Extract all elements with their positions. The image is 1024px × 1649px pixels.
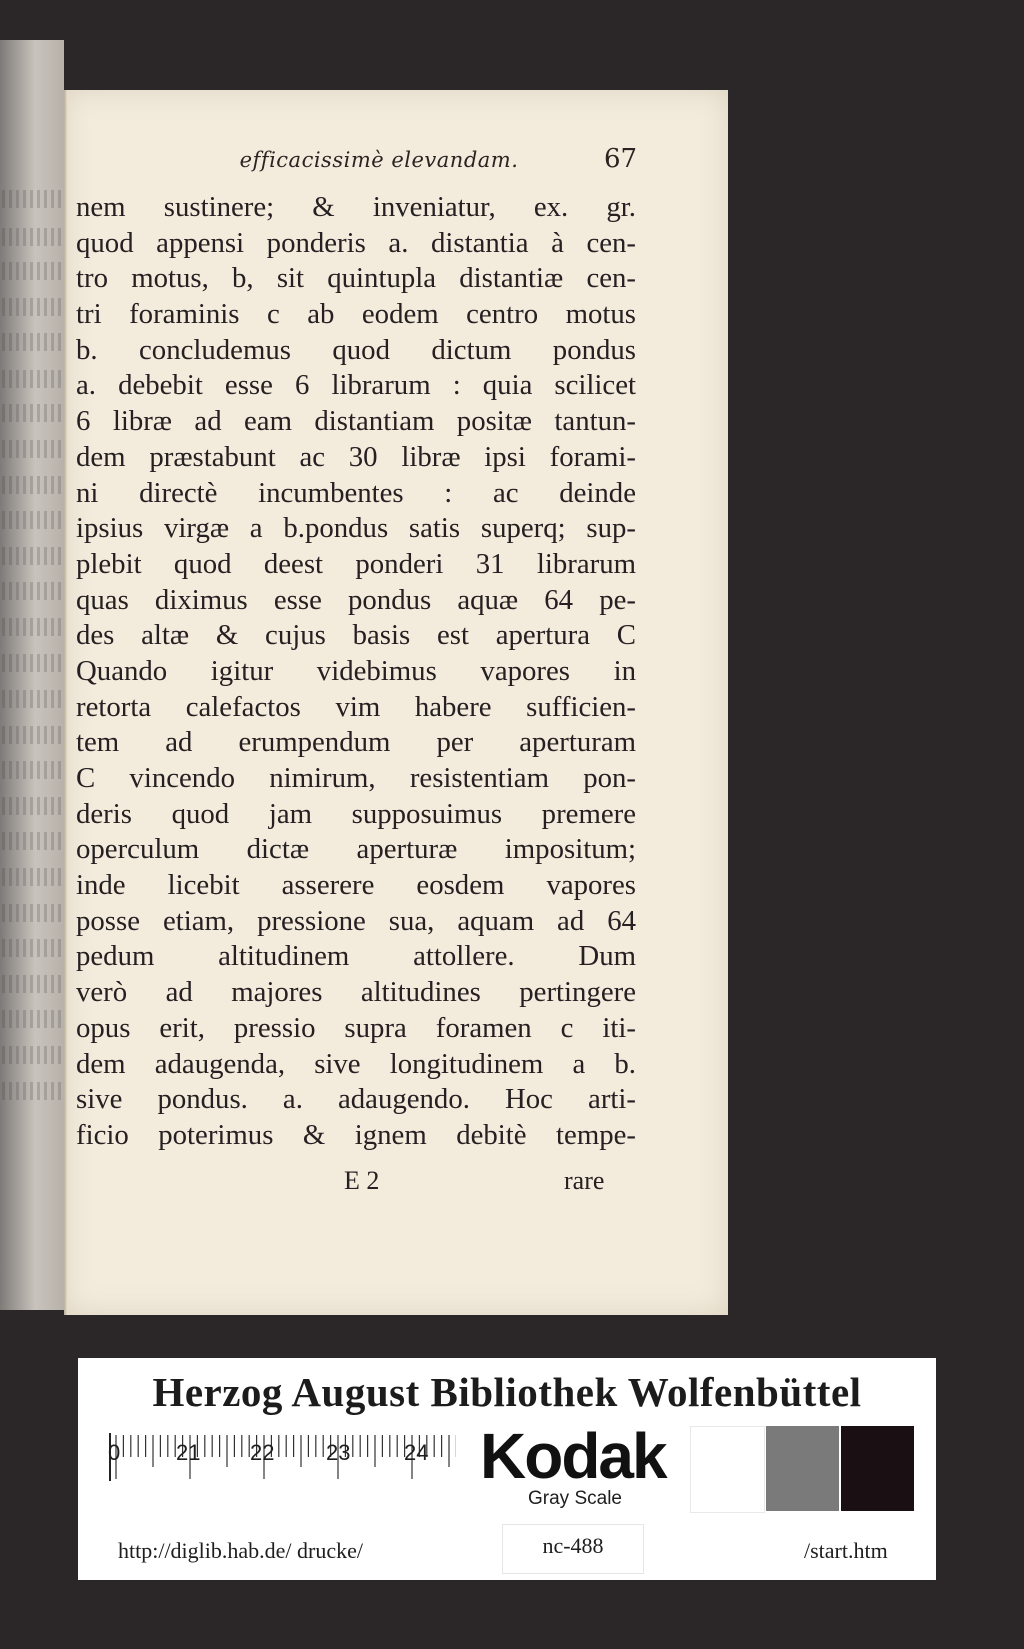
text-line: opus erit, pressio supra foramen c iti-: [76, 1011, 636, 1044]
text-line: deris quod jam supposuimus premere: [76, 797, 636, 830]
text-line: ni directè incumbentes : ac deinde: [76, 476, 636, 509]
bleed-through-mark: [2, 404, 62, 422]
ruler-label: 23: [326, 1440, 351, 1465]
bleed-through-mark: [2, 440, 62, 458]
ruler-label: 22: [250, 1440, 275, 1465]
bleed-through-mark: [2, 1082, 62, 1100]
bleed-through-mark: [2, 582, 62, 600]
page-text: [76, 190, 636, 1154]
text-line: tem ad erumpendum per aperturam: [76, 726, 636, 759]
bleed-through-mark: [2, 618, 62, 636]
text-line: tro motus, b, sit quintupla distantiæ cen-: [76, 262, 636, 295]
text-line: retorta calefactos vim habere sufficien-: [76, 690, 636, 723]
text-line: ipsius virgæ a b.pondus satis superq; sup-: [76, 512, 636, 545]
bleed-through-mark: [2, 370, 62, 388]
text-line: quod appensi ponderis a. distantia à cen-: [76, 226, 636, 259]
text-line: tri foraminis c ab eodem centro motus: [76, 298, 636, 331]
ruler-label: 21: [176, 1440, 201, 1465]
text-line: des altæ & cujus basis est apertura C: [76, 619, 636, 652]
bleed-through-mark: [2, 1046, 62, 1064]
adjacent-page-edge: [0, 40, 64, 1310]
text-line: plebit quod deest ponderi 31 librarum: [76, 547, 636, 580]
bleed-through-mark: [2, 868, 62, 886]
text-line: Quando igitur videbimus vapores in: [76, 654, 636, 687]
text-line: operculum dictæ aperturæ impositum;: [76, 833, 636, 866]
text-line: nem sustinere; & inveniatur, ex. gr.: [76, 191, 636, 223]
bleed-through-mark: [2, 832, 62, 850]
ruler-label: 24: [404, 1440, 429, 1465]
ruler-label: 0: [108, 1440, 121, 1465]
catalog-number: nc-488: [542, 1533, 604, 1558]
running-head: efficacissimè elevandam.: [239, 148, 519, 172]
page-number: 67: [604, 144, 638, 174]
bleed-through-mark: [2, 511, 62, 529]
dark-swatch: [841, 1426, 914, 1511]
bleed-through-mark: [2, 975, 62, 993]
library-name: Herzog August Bibliothek Wolfenbüttel: [152, 1369, 862, 1415]
gray-swatch: [766, 1426, 839, 1511]
bleed-through-mark: [2, 761, 62, 779]
text-line: inde licebit asserere eosdem vapores: [76, 869, 636, 902]
bleed-through-mark: [2, 797, 62, 815]
bleed-through-mark: [2, 547, 62, 565]
bleed-through-mark: [2, 939, 62, 957]
text-line: dem adaugenda, sive longitudinem a b.: [76, 1047, 636, 1080]
text-line: verò ad majores altitudines pertingere: [76, 976, 636, 1009]
url-right: /start.htm: [804, 1538, 888, 1563]
bleed-through-mark: [2, 262, 62, 280]
url-left: http://diglib.hab.de/ drucke/: [118, 1538, 364, 1563]
text-line: dem præstabunt ac 30 libræ ipsi forami-: [76, 440, 636, 473]
bleed-through-mark: [2, 654, 62, 672]
text-line: sive pondus. a. adaugendo. Hoc arti-: [76, 1083, 636, 1116]
text-line: a. debebit esse 6 librarum : quia scilicet: [76, 369, 636, 402]
bleed-through-mark: [2, 298, 62, 316]
text-line: pedum altitudinem attollere. Dum: [76, 940, 636, 973]
bleed-through-mark: [2, 904, 62, 922]
white-swatch: [690, 1426, 765, 1513]
text-line: 6 libræ ad eam distantiam positæ tantun-: [76, 405, 636, 438]
text-line: C vincendo nimirum, resistentiam pon-: [76, 762, 636, 794]
signature-mark: E 2: [344, 1166, 380, 1195]
catchword: rare: [564, 1166, 605, 1195]
book-page: [64, 90, 728, 1315]
bleed-through-mark: [2, 690, 62, 708]
text-line: posse etiam, pressione sua, aquam ad 64: [76, 904, 636, 937]
gutter-shadow: [64, 90, 68, 1315]
text-line: b. concludemus quod dictum pondus: [76, 333, 636, 366]
bleed-through-mark: [2, 333, 62, 351]
text-line: quas diximus esse pondus aquæ 64 pe-: [76, 583, 636, 616]
text-line: ficio poterimus & ignem debitè tempe-: [76, 1118, 636, 1151]
grayscale-label: Gray Scale: [528, 1488, 622, 1509]
bleed-through-mark: [2, 190, 62, 208]
color-reference-card: [78, 1358, 936, 1580]
bleed-through-mark: [2, 1010, 62, 1028]
bleed-through-mark: [2, 726, 62, 744]
bleed-through-mark: [2, 476, 62, 494]
catalog-box: [502, 1524, 644, 1574]
bleed-through-mark: [2, 228, 62, 246]
kodak-logo: Kodak: [480, 1420, 666, 1492]
